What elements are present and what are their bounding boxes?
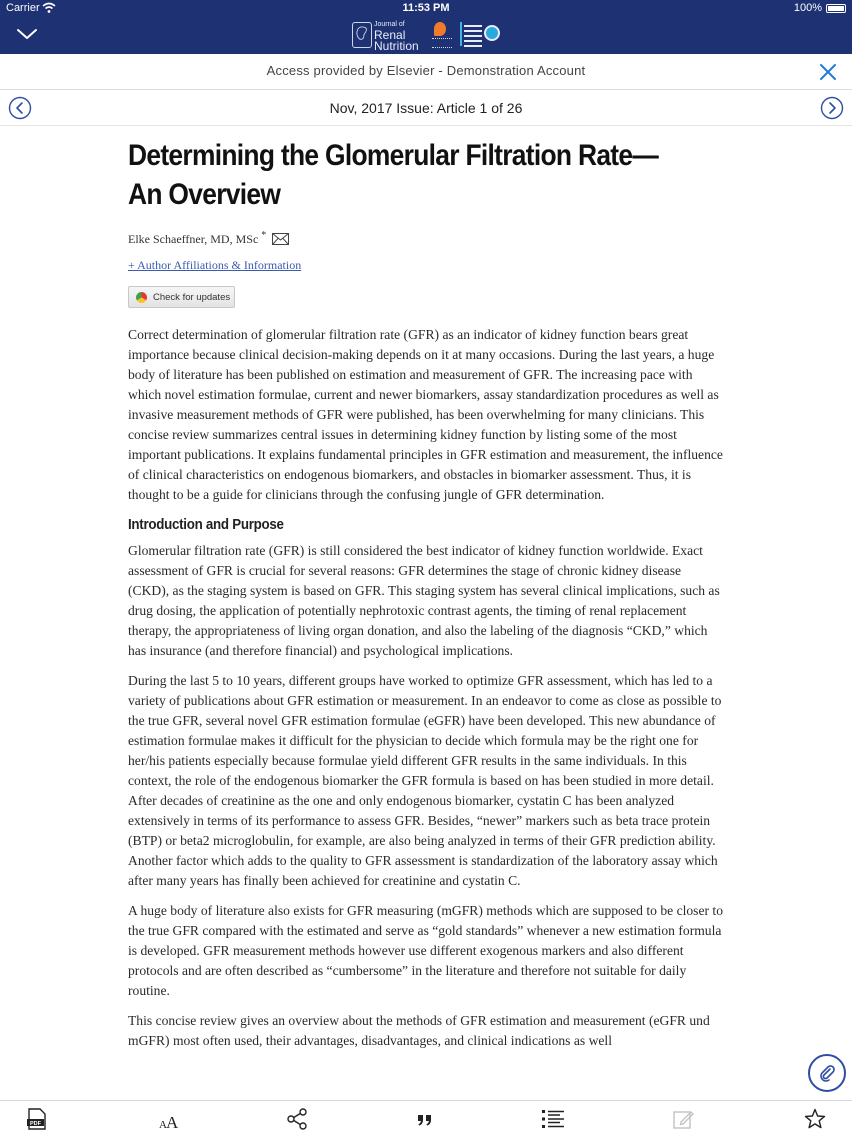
chevron-down-icon[interactable]	[14, 24, 40, 44]
crossmark-icon	[136, 292, 147, 303]
quote-icon[interactable]	[412, 1107, 438, 1131]
text-size-large-glyph: A	[166, 1113, 179, 1131]
paragraph-2: During the last 5 to 10 years, different groups have worked to optimize GFR assessment, which has led to a variety of publications about GFR estimation or measurement. In an endeavor to come as close as possible to the true GFR, several novel GFR estimation formulae (eGFR) have been developed. This new abundance of estimation formulae makes it difficult for the physician to decide which formula may be the right one for her/his patients especially because formulae yield different GFR results in the same individuals. In this context, the role of the endogenous biomarker the GFR formula is based on has been studied in more detail. After decades of creatinine as the one and only endogenous biomarker, cystatin C has been analyzed extensively in terms of its performance to assess GFR. Besides, “newer” markers such as beta trace protein (BTP) or beta2 microglobulin, for example, are also being analyzed in terms of their GFR prediction ability. Another factor which adds to the quality to GFR assessment is standardization of the laboratory assay which after many years has finally been achieved for creatinine and cystatin C.	[128, 673, 722, 888]
article-title-line-2: An Overview	[128, 178, 281, 211]
outline-list-icon[interactable]	[540, 1107, 566, 1131]
article-title-line-1: Determining the Glomerular Filtration Rate—	[128, 139, 659, 172]
author-name[interactable]: Elke Schaeffner, MD, MSc	[128, 232, 259, 246]
star-icon[interactable]	[802, 1107, 828, 1131]
battery-percent: 100%	[793, 2, 822, 14]
journal-logos	[352, 18, 502, 52]
check-for-updates-label: Check for updates	[153, 292, 231, 303]
access-banner	[0, 54, 852, 90]
abstract-text: Correct determination of glomerular filtration rate (GFR) as an indicator of kidney function bears great importance because clinical decision-making depends on it at many occasions. During the last years, a huge body of literature has been published on estimation and measurement of GFR. The increasing pace with which novel estimation formulae, current and newer biomarkers, assay standardization procedures as well as invasive measurement methods of GFR were published, has been overwhelming for many clinicians. This concise review summarizes central issues in determining kidney function by listing some of the most important publications. It explains fundamental principles in GFR estimation and measurement, the influence of clinical characteristics on endogenous biomarkers, and obstacles in biomarker assessment. Thus, it is thought to be a guide for clinicians through the confusing jungle of GFR determination.	[128, 327, 723, 502]
carrier-label: Carrier	[6, 2, 40, 14]
section-heading: Introduction and Purpose	[128, 517, 284, 533]
kidney-logo-icon	[352, 22, 372, 48]
notes-icon	[670, 1107, 696, 1131]
journal-label-small: Journal of	[374, 21, 405, 28]
isrnm-logo	[460, 20, 502, 48]
author-line	[128, 230, 724, 248]
status-time: 11:53 PM	[402, 2, 450, 14]
author-mark: *	[261, 230, 267, 241]
app-header	[0, 0, 852, 54]
battery-icon	[826, 4, 846, 13]
nkf-logo	[430, 20, 454, 50]
paragraph-1: Glomerular filtration rate (GFR) is still considered the best indicator of kidney function worldwide. Exact assessment of GFR is crucial for several reasons: GFR determines the stage of chronic kidney disease (CKD), as the staging system is based on GFR. This staging system has several clinical implications, such as drug dosing, the application of potentially nephrotoxic contrast agents, the timing of renal replacement therapy, the appropriateness of living organ donation, and also the labeling of the diagnosis “CKD,” which has insurance (and therefore financial) and psychological implications.	[128, 543, 720, 658]
issue-label: Nov, 2017 Issue: Article 1 of 26	[329, 100, 523, 116]
paperclip-icon	[818, 1064, 836, 1082]
nkf-logo-mark	[434, 22, 446, 36]
mail-icon[interactable]	[272, 233, 289, 245]
journal-label-renal: Renal	[374, 28, 406, 42]
paragraph-3: A huge body of literature also exists for GFR measuring (mGFR) methods which are supposed to be closer to the true GFR compared with the estimated and serve as “gold standards” whenever a new estimation formula is developed. GFR measurement methods however use different exogenous markers and also different protocols and are often described as “cumbersome” in the literature and therefore not suitable for daily routine.	[128, 903, 723, 998]
paragraph-4: This concise review gives an overview about the methods of GFR estimation and measurement (eGFR und mGFR) most often used, their advantages, disadvantages, and clinical indications as well	[128, 1013, 710, 1048]
globe-icon	[484, 25, 500, 41]
attachments-button[interactable]	[808, 1054, 846, 1092]
next-article-button[interactable]	[820, 96, 844, 120]
bottom-toolbar	[0, 1100, 852, 1136]
journal-logo	[352, 20, 422, 53]
pdf-icon[interactable]	[24, 1107, 50, 1131]
article-content	[128, 136, 724, 1051]
isrnm-logo-text	[460, 22, 484, 46]
article-title	[128, 136, 726, 214]
check-for-updates-button[interactable]	[128, 286, 235, 308]
issue-navigation	[0, 90, 852, 126]
close-icon[interactable]	[818, 62, 838, 82]
share-icon[interactable]	[285, 1107, 311, 1131]
pdf-icon-label: PDF	[30, 1121, 41, 1127]
status-bar	[0, 0, 852, 18]
journal-label-nutrition: Nutrition	[374, 39, 419, 53]
text-size-small-glyph: A	[159, 1119, 167, 1131]
nkf-logo-text	[432, 38, 452, 48]
access-text: Access provided by Elsevier - Demonstration Account	[266, 63, 586, 78]
text-size-icon[interactable]	[156, 1107, 182, 1131]
author-affiliations-link[interactable]: + Author Affiliations & Information	[128, 258, 302, 272]
